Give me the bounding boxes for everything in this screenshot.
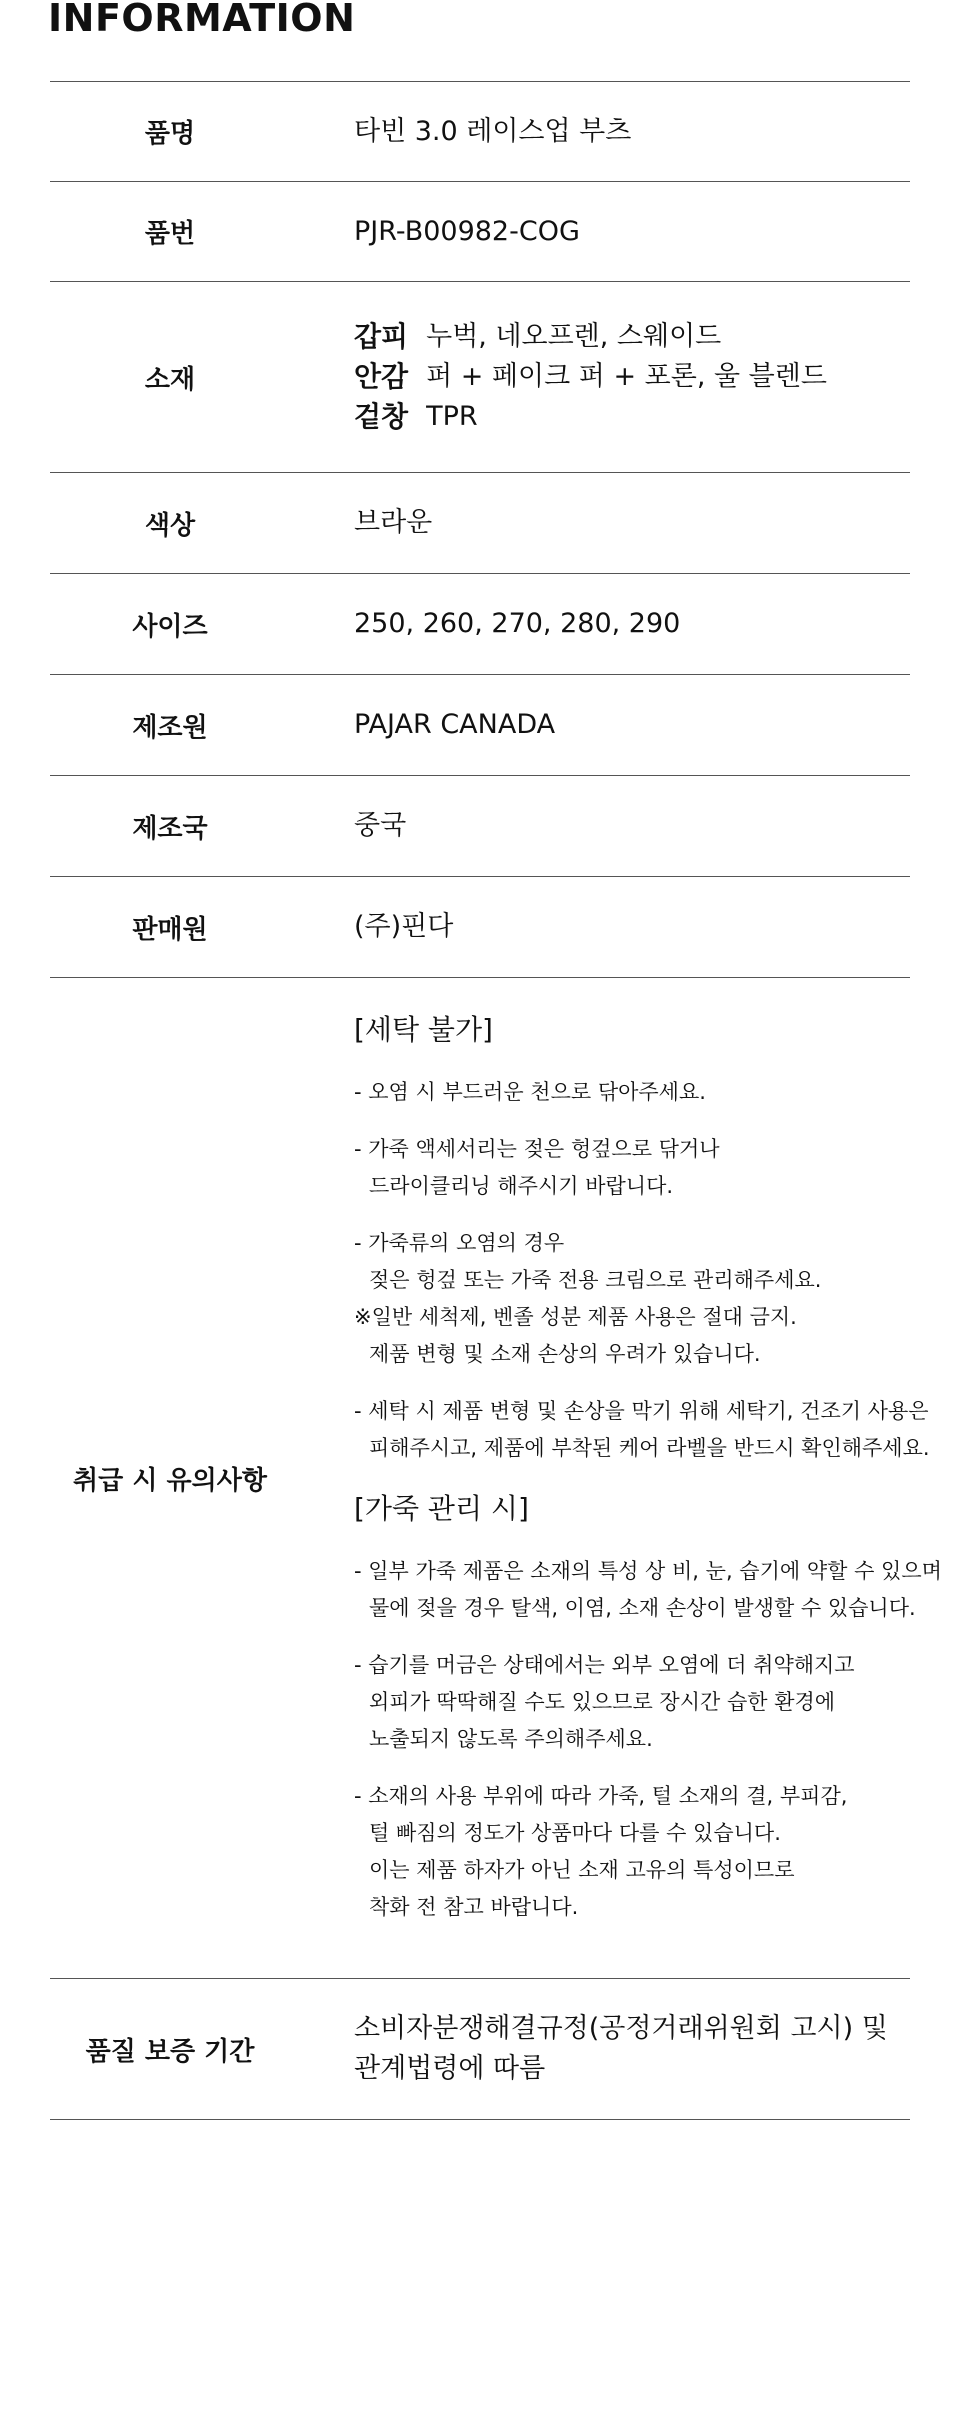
- material-list: [290, 317, 910, 437]
- row-manufacturer: [50, 675, 910, 776]
- row-color: [50, 473, 910, 574]
- warranty-line: 관계법령에 따름: [354, 2053, 546, 2084]
- material-value: 퍼 + 페이크 퍼 + 포론, 울 블렌드: [426, 361, 827, 392]
- care-line: 피해주시고, 제품에 부착된 케어 라벨을 반드시 확인해주세요.: [369, 1436, 930, 1460]
- care-item: [354, 1131, 942, 1205]
- care-line: 외피가 딱딱해질 수도 있으므로 장시간 습한 환경에: [369, 1690, 836, 1714]
- row-label: 판매원: [132, 914, 208, 945]
- care-line: - 소재의 사용 부위에 따라 가죽, 털 소재의 결, 부피감,: [354, 1784, 848, 1808]
- care-note: ※일반 세척제, 벤졸 성분 제품 사용은 절대 금지.: [354, 1305, 797, 1329]
- row-label: 제조원: [132, 712, 208, 743]
- material-line: [354, 397, 910, 437]
- care-line: - 습기를 머금은 상태에서는 외부 오염에 더 취약해지고: [354, 1653, 855, 1677]
- care-line: 이는 제품 하자가 아닌 소재 고유의 특성이므로: [369, 1858, 795, 1882]
- care-line: - 가죽류의 오염의 경우: [354, 1231, 565, 1255]
- row-value: 중국: [354, 810, 407, 841]
- care-item: [354, 1393, 942, 1467]
- material-value: 누벅, 네오프렌, 스웨이드: [426, 321, 722, 352]
- material-key: 안감: [354, 360, 409, 393]
- row-value: PJR-B00982-COG: [354, 215, 580, 247]
- warranty-line: 소비자분쟁해결규정(공정거래위원회 고시) 및: [354, 2013, 888, 2044]
- care-item: [354, 1778, 942, 1926]
- row-label: 사이즈: [132, 611, 208, 642]
- material-key: 갑피: [354, 320, 409, 353]
- care-line: 물에 젖을 경우 탈색, 이염, 소재 손상이 발생할 수 있습니다.: [369, 1596, 916, 1620]
- row-product-code: [50, 182, 910, 282]
- row-label: 색상: [144, 510, 196, 541]
- material-key: 겉창: [354, 400, 409, 433]
- care-item: [354, 1553, 942, 1627]
- row-value: 타빈 3.0 레이스업 부츠: [354, 115, 632, 147]
- care-line: 털 빠짐의 정도가 상품마다 다를 수 있습니다.: [369, 1821, 781, 1845]
- row-label: 제조국: [132, 813, 208, 844]
- row-label: 품명: [144, 119, 196, 149]
- row-material: [50, 282, 910, 473]
- care-item: [354, 1225, 942, 1373]
- row-label: 품질 보증 기간: [85, 2036, 255, 2067]
- care-line: - 일부 가죽 제품은 소재의 특성 상 비, 눈, 습기에 약할 수 있으며: [354, 1559, 942, 1583]
- row-product-name: [50, 82, 910, 182]
- care-heading-washing: [세탁 불가]: [354, 1013, 493, 1046]
- row-value: 브라운: [354, 507, 433, 538]
- care-line: 착화 전 참고 바랍니다.: [369, 1895, 579, 1919]
- product-info-table: [50, 81, 942, 2120]
- row-label: 품번: [144, 219, 196, 249]
- care-item: [354, 1074, 942, 1111]
- row-label: 소재: [144, 364, 196, 395]
- row-care-instructions: [50, 978, 942, 1979]
- care-line: - 세탁 시 제품 변형 및 손상을 막기 위해 세탁기, 건조기 사용은: [354, 1399, 929, 1423]
- care-note: 제품 변형 및 소재 손상의 우려가 있습니다.: [369, 1342, 761, 1366]
- care-item: [354, 1647, 942, 1758]
- material-value: TPR: [426, 401, 478, 432]
- row-value: (주)핀다: [354, 911, 454, 942]
- page-title: INFORMATION: [48, 0, 356, 40]
- warranty-text: [290, 2009, 910, 2089]
- material-line: [354, 317, 910, 357]
- row-value: 250, 260, 270, 280, 290: [354, 608, 681, 639]
- material-line: [354, 357, 910, 397]
- care-line: 드라이클리닝 해주시기 바랍니다.: [369, 1174, 674, 1198]
- row-seller: [50, 877, 910, 978]
- care-line: - 오염 시 부드러운 천으로 닦아주세요.: [354, 1080, 706, 1104]
- care-content: [290, 1010, 942, 1946]
- row-label: 취급 시 유의사항: [73, 1465, 267, 1496]
- row-value: PAJAR CANADA: [354, 709, 556, 740]
- care-line: 젖은 헝겊 또는 가죽 전용 크림으로 관리해주세요.: [369, 1268, 822, 1292]
- row-warranty: [50, 1979, 910, 2120]
- row-size: [50, 574, 910, 675]
- care-line: - 가죽 액세서리는 젖은 헝겊으로 닦거나: [354, 1137, 720, 1161]
- row-country: [50, 776, 910, 877]
- care-heading-leather: [가죽 관리 시]: [354, 1492, 529, 1525]
- care-line: 노출되지 않도록 주의해주세요.: [369, 1727, 653, 1751]
